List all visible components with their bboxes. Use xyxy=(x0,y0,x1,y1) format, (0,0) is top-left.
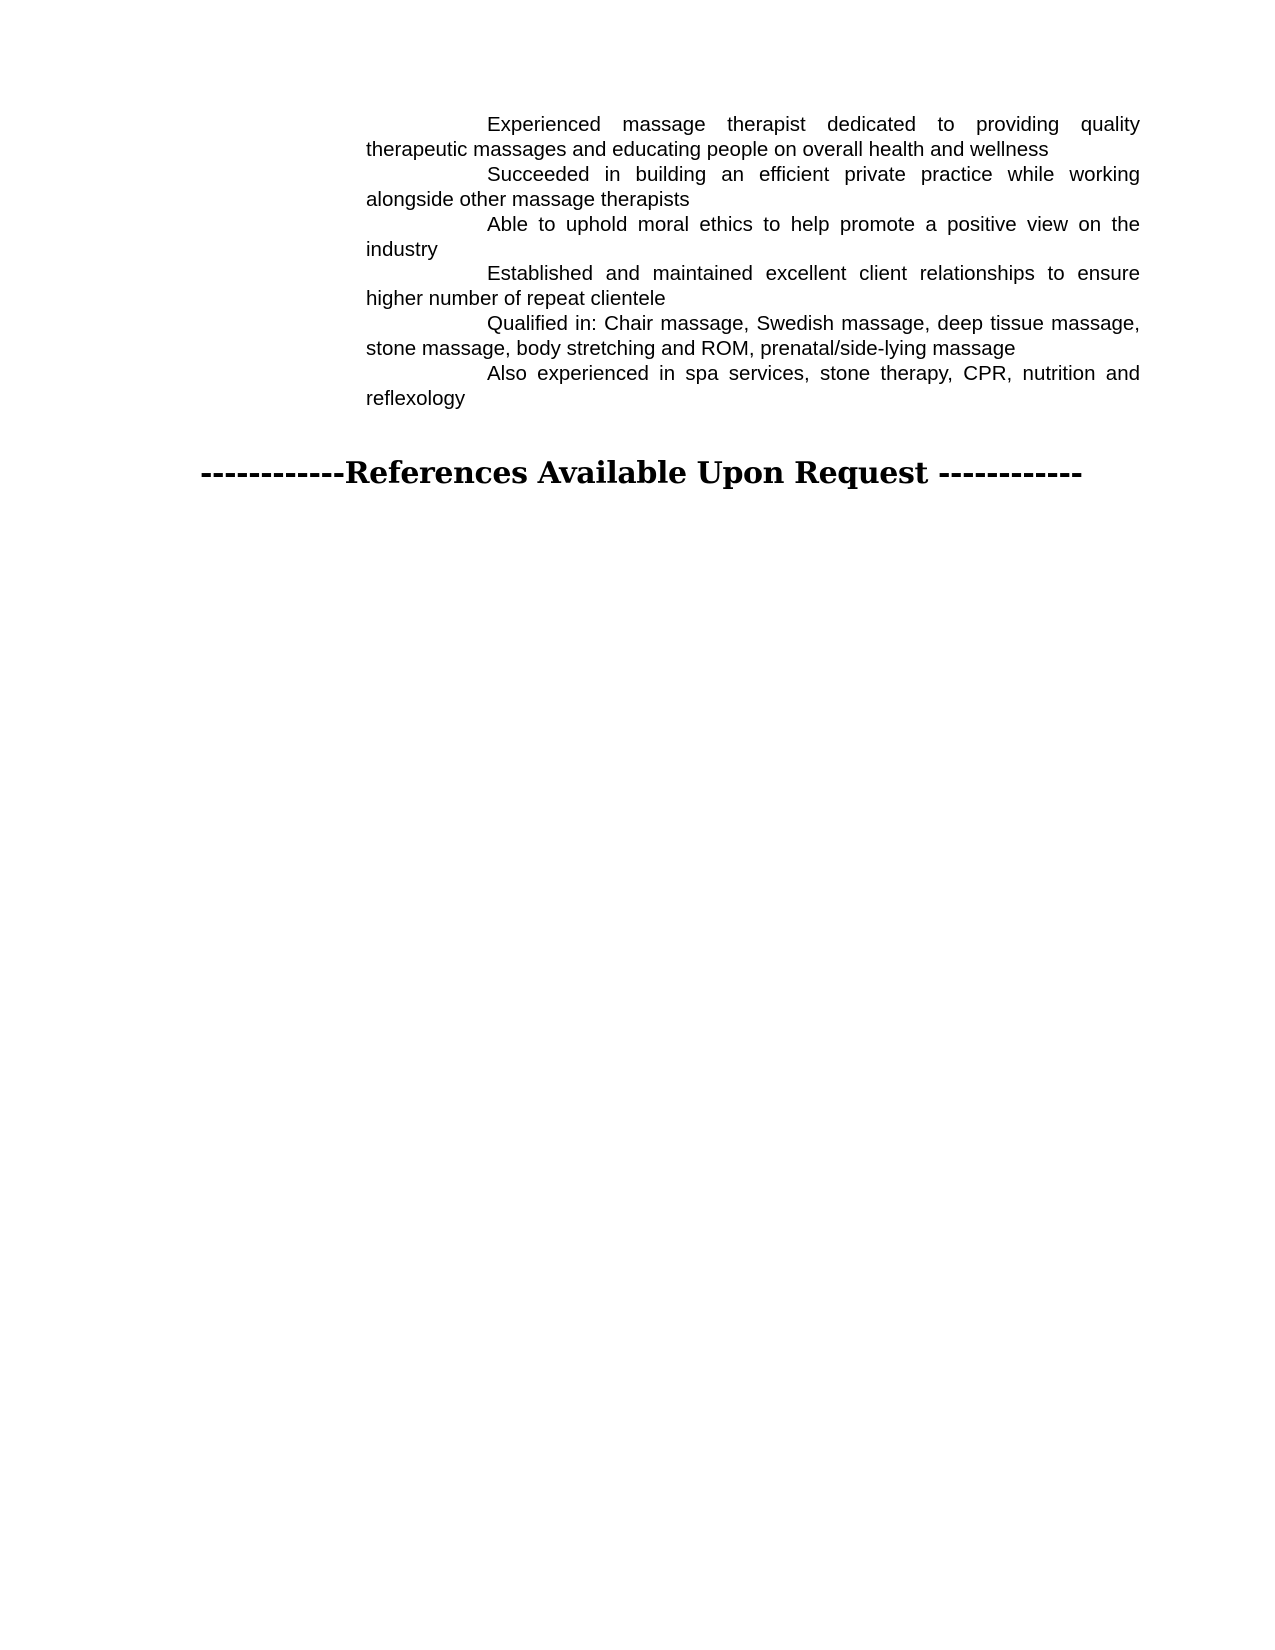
references-text: ------------References Available Upon Request ------------ xyxy=(200,456,1083,491)
summary-item: Succeeded in building an efficient private practice while working alongside other massage therapists xyxy=(366,162,1140,211)
summary-item: Also experienced in spa services, stone therapy, CPR, nutrition and reflexology xyxy=(366,362,1140,410)
summary-item: Qualified in: Chair massage, Swedish massage, deep tissue massage, stone massage, body stretching and ROM, prenatal/side-lying massage xyxy=(366,312,1140,361)
summary-item: Able to uphold moral ethics to help promote a positive view on the industry xyxy=(366,212,1140,261)
references-line xyxy=(0,454,1275,494)
summary-item: Experienced massage therapist dedicated to providing quality therapeutic massages and educating people on overall health and wellness xyxy=(366,113,1140,161)
summary-item: Established and maintained excellent client relationships to ensure higher number of repeat clientele xyxy=(366,262,1140,311)
summary-section xyxy=(366,113,1140,412)
